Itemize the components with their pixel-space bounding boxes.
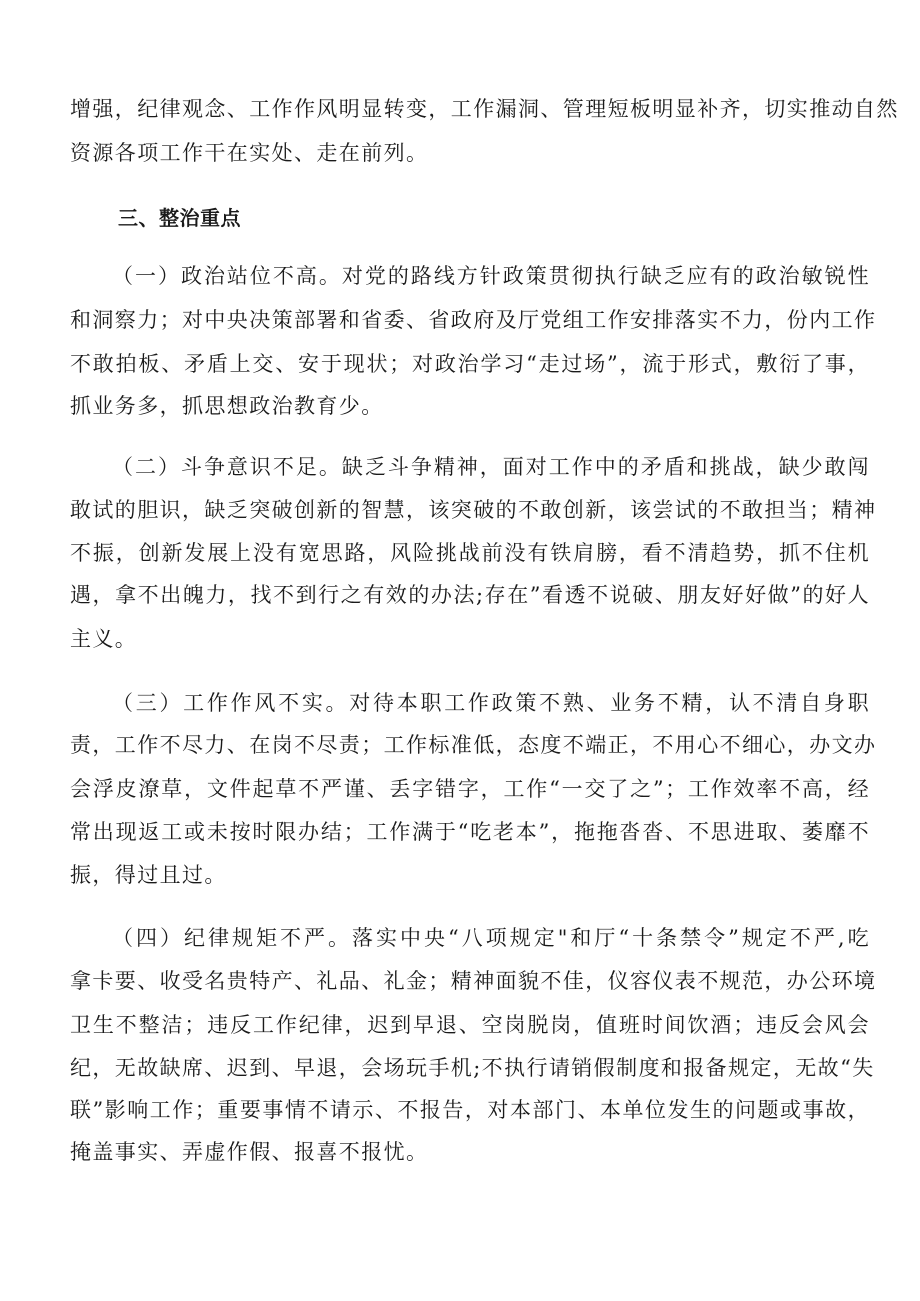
paragraph-4-line-1: （四）纪律规矩不严。落实中央“八项规定"和厅“十条禁令”规定不严,吃 xyxy=(112,926,870,950)
paragraph-4-line-5: 联”影响工作；重要事情不请示、不报告，对本部门、本单位发生的问题或事故， xyxy=(70,1098,870,1122)
section-heading: 三、整治重点 xyxy=(118,206,241,230)
paragraph-3-line-5: 振，得过且过。 xyxy=(70,863,227,887)
paragraph-2-line-5: 主义。 xyxy=(70,627,138,651)
paragraph-1-line-2: 和洞察力；对中央决策部署和省委、省政府及厅党组工作安排落实不力，份内工作 xyxy=(70,308,877,332)
paragraph-3-line-2: 责，工作不尽力、在岗不尽责；工作标准低，态度不端正，不用心不细心，办文办 xyxy=(70,733,877,757)
paragraph-2-line-3: 不振，创新发展上没有宽思路，风险挑战前没有铁肩膀，看不清趋势，抓不住机 xyxy=(70,541,870,565)
paragraph-1-line-4: 抓业务多，抓思想政治教育少。 xyxy=(70,394,384,418)
paragraph-4-line-2: 拿卡要、收受名贵特产、礼品、礼金；精神面貌不佳，仪容仪表不规范，办公环境 xyxy=(70,969,877,993)
paragraph-3-line-3: 会浮皮潦草，文件起草不严谨、丢字错字，工作“一交了之”；工作效率不高，经 xyxy=(70,777,870,801)
paragraph-1-line-1: （一）政治站位不高。对党的路线方针政策贯彻执行缺乏应有的政治敏锐性 xyxy=(112,264,870,288)
paragraph-4-line-6: 掩盖事实、弄虚作假、报喜不报忧。 xyxy=(70,1140,429,1164)
paragraph-4-line-4: 纪，无故缺席、迟到、早退，会场玩手机;不执行请销假制度和报备规定，无故“失 xyxy=(70,1056,875,1080)
paragraph-2-line-2: 敢试的胆识，缺乏突破创新的智慧，该突破的不敢创新，该尝试的不敢担当；精神 xyxy=(70,498,877,522)
paragraph-4-line-3: 卫生不整洁；违反工作纪律，迟到早退、空岗脱岗，值班时间饮酒；违反会风会 xyxy=(70,1013,870,1037)
paragraph-3-line-1: （三）工作作风不实。对待本职工作政策不熟、业务不精，认不清自身职 xyxy=(112,691,870,715)
paragraph-3-line-4: 常出现返工或未按时限办结；工作满于“吃老本”，拖拖沓沓、不思进取、萎靡不 xyxy=(70,820,870,844)
intro-line-2: 资源各项工作干在实处、走在前列。 xyxy=(70,141,429,165)
intro-line-1: 增强，纪律观念、工作作风明显转变，工作漏洞、管理短板明显补齐，切实推动自然 xyxy=(70,97,899,121)
paragraph-2-line-1: （二）斗争意识不足。缺乏斗争精神，面对工作中的矛盾和挑战，缺少敢闯 xyxy=(112,455,870,479)
paragraph-1-line-3: 不敢拍板、矛盾上交、安于现状；对政治学习“走过场”，流于形式，敷衍了事， xyxy=(70,352,870,376)
paragraph-2-line-4: 遇，拿不出魄力，找不到行之有效的办法;存在”看透不说破、朋友好好做”的好人 xyxy=(70,583,870,607)
